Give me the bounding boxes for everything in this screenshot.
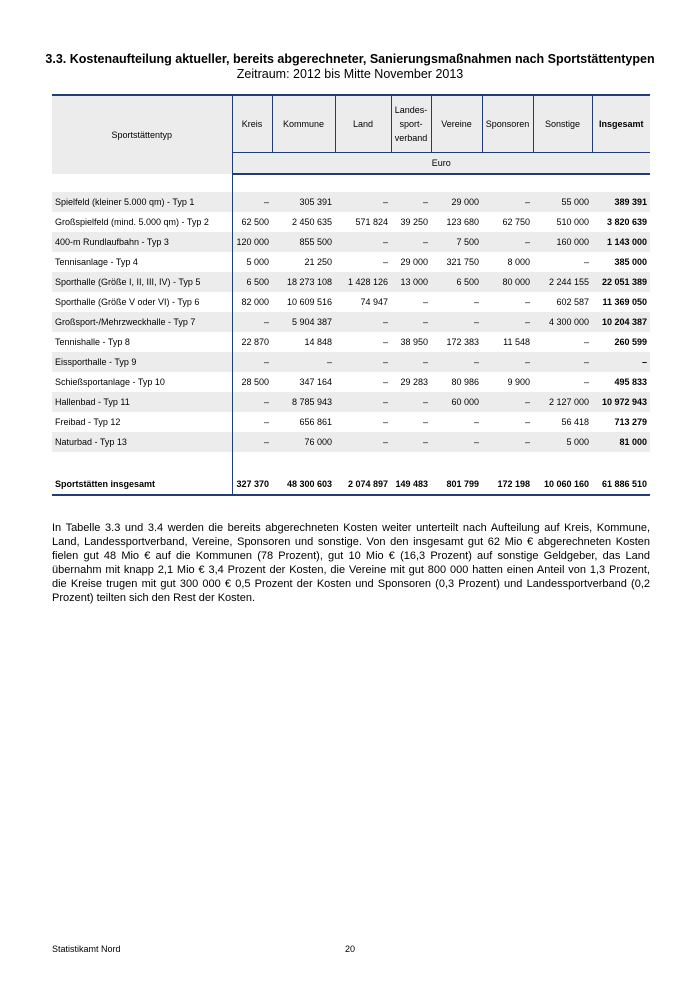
cell: – bbox=[482, 312, 533, 332]
cell: 28 500 bbox=[241, 377, 269, 387]
cell: 510 000 bbox=[556, 217, 589, 227]
row-total-cell: – bbox=[592, 352, 650, 372]
cell: 7 500 bbox=[431, 232, 482, 252]
table-row bbox=[52, 272, 650, 292]
row-label: Hallenbad - Typ 11 bbox=[52, 392, 232, 412]
cell: – bbox=[524, 417, 530, 427]
cell: – bbox=[263, 417, 269, 427]
body-paragraph: In Tabelle 3.3 und 3.4 werden die bereits abgerechneten Kosten weiter unterteilt nach Aufteilung auf Kreis, Kommune, Land, Landessportverband, Vereine, Sponsoren und sonstige. Von den insgesamt gut 62 Mio € abgerechneten Kosten fielen gut 48 Mio € auf die Kommunen (78 Prozent), gut 10 Mio € (16,3 Prozent) auf sonstige Geldgeber, das Land übernahm mit knapp 2,1 Mio € 3,4 Prozent der Kosten, die Vereine mit gut 800 000 hatten einen Anteil von 1,3 Prozent, die Kreise trugen mit gut 300 000 € 0,5 Prozent der Kosten und Sponsoren (0,3 Prozent) und Landessportverband (0,2 Prozent) teilten sich den Rest der Kosten. bbox=[52, 522, 650, 604]
cell: – bbox=[335, 392, 391, 412]
cell: 80 000 bbox=[482, 272, 533, 292]
row-total-cell: 1 143 000 bbox=[592, 232, 650, 252]
cell: – bbox=[232, 192, 272, 212]
table-row bbox=[52, 312, 650, 332]
cell: 21 250 bbox=[304, 257, 332, 267]
cell: – bbox=[583, 337, 589, 347]
cell: 4 300 000 bbox=[533, 312, 592, 332]
page-number: 20 bbox=[345, 944, 356, 954]
col-header-insgesamt: Insgesamt bbox=[592, 95, 650, 153]
cell: – bbox=[335, 312, 391, 332]
cell: – bbox=[533, 352, 592, 372]
cell: 8 785 943 bbox=[272, 392, 335, 412]
row-label: Tennisanlage - Typ 4 bbox=[52, 252, 232, 272]
cell: 6 500 bbox=[232, 272, 272, 292]
row-total-cell: 389 391 bbox=[592, 192, 650, 212]
row-total-cell: 3 820 639 bbox=[606, 217, 647, 227]
cell: 172 383 bbox=[446, 337, 479, 347]
cell: – bbox=[382, 377, 388, 387]
unit-label: Euro bbox=[232, 153, 650, 175]
cell: – bbox=[473, 297, 479, 307]
cell: 29 000 bbox=[400, 257, 428, 267]
row-label: Naturbad - Typ 13 bbox=[52, 432, 232, 452]
cell: 76 000 bbox=[272, 432, 335, 452]
row-total-cell: 10 204 387 bbox=[592, 312, 650, 332]
cell: 5 000 bbox=[246, 257, 269, 267]
cell: 62 500 bbox=[241, 217, 269, 227]
row-label: Schießsportanlage - Typ 10 bbox=[52, 372, 232, 392]
cell: – bbox=[335, 232, 391, 252]
col-header-vereine: Vereine bbox=[431, 95, 482, 153]
total-cell: 172 198 bbox=[482, 474, 533, 495]
total-cell: 61 886 510 bbox=[592, 474, 650, 495]
row-total-cell: 11 369 050 bbox=[602, 297, 647, 307]
total-row bbox=[52, 474, 650, 495]
cell: – bbox=[232, 352, 272, 372]
table-row bbox=[52, 292, 650, 312]
table-row bbox=[52, 372, 650, 392]
spacer-row bbox=[52, 452, 650, 474]
total-cell: 327 370 bbox=[232, 474, 272, 495]
total-cell: 10 060 160 bbox=[533, 474, 592, 495]
cell: 55 000 bbox=[533, 192, 592, 212]
cell: – bbox=[382, 257, 388, 267]
col-header-sonstige: Sonstige bbox=[533, 95, 592, 153]
cell: – bbox=[482, 432, 533, 452]
cell: – bbox=[422, 297, 428, 307]
table-row bbox=[52, 432, 650, 452]
cell: 11 548 bbox=[503, 337, 530, 347]
cell: – bbox=[232, 312, 272, 332]
cell: – bbox=[391, 192, 431, 212]
row-label: Großspielfeld (mind. 5.000 qm) - Typ 2 bbox=[52, 212, 232, 232]
cell: 82 000 bbox=[241, 297, 269, 307]
row-label: Tennishalle - Typ 8 bbox=[52, 332, 232, 352]
col-header-sponsoren: Sponsoren bbox=[482, 95, 533, 153]
cell: 13 000 bbox=[391, 272, 431, 292]
table-row bbox=[52, 412, 650, 432]
cell: 10 609 516 bbox=[286, 297, 332, 307]
cell: – bbox=[482, 232, 533, 252]
cell: – bbox=[482, 352, 533, 372]
cell: 1 428 126 bbox=[335, 272, 391, 292]
cell: 120 000 bbox=[232, 232, 272, 252]
row-total-cell: 81 000 bbox=[592, 432, 650, 452]
cell: 123 680 bbox=[446, 217, 479, 227]
cell: – bbox=[482, 192, 533, 212]
col-header-landessportverband: Landes- sport- verband bbox=[391, 95, 431, 153]
cell: 305 391 bbox=[272, 192, 335, 212]
cell: – bbox=[382, 417, 388, 427]
cell: – bbox=[583, 377, 589, 387]
cell: 60 000 bbox=[431, 392, 482, 412]
cell: – bbox=[391, 352, 431, 372]
cell: 347 164 bbox=[299, 377, 332, 387]
row-label: Großsport-/Mehrzweckhalle - Typ 7 bbox=[52, 312, 232, 332]
table-title: 3.3. Kostenaufteilung aktueller, bereits abgerechneter, Sanierungsmaßnahmen nach Sportstättentypen bbox=[45, 52, 655, 66]
row-total-cell: 10 972 943 bbox=[592, 392, 650, 412]
table-body bbox=[52, 174, 650, 495]
cell: 38 950 bbox=[400, 337, 428, 347]
cell: – bbox=[583, 257, 589, 267]
cell: – bbox=[272, 352, 335, 372]
cell: – bbox=[391, 392, 431, 412]
cell: – bbox=[382, 337, 388, 347]
cell: – bbox=[232, 432, 272, 452]
col-header-kommune: Kommune bbox=[272, 95, 335, 153]
cell: 2 127 000 bbox=[533, 392, 592, 412]
cell: – bbox=[422, 417, 428, 427]
cell: – bbox=[391, 232, 431, 252]
table-row bbox=[52, 352, 650, 372]
table-row bbox=[52, 392, 650, 412]
cell: – bbox=[524, 297, 530, 307]
total-label: Sportstätten insgesamt bbox=[52, 474, 232, 495]
table-header-row bbox=[52, 95, 650, 153]
cost-table bbox=[52, 94, 650, 496]
cell: 6 500 bbox=[431, 272, 482, 292]
cell: 571 824 bbox=[355, 217, 388, 227]
cell: 62 750 bbox=[502, 217, 530, 227]
cell: – bbox=[482, 392, 533, 412]
total-cell: 149 483 bbox=[391, 474, 431, 495]
cell: – bbox=[232, 392, 272, 412]
cell: – bbox=[431, 352, 482, 372]
cell: 56 418 bbox=[561, 417, 589, 427]
row-total-cell: 260 599 bbox=[614, 337, 647, 347]
table-row bbox=[52, 332, 650, 352]
row-label: 400-m Rundlaufbahn - Typ 3 bbox=[52, 232, 232, 252]
cell: 8 000 bbox=[507, 257, 530, 267]
footer-publisher: Statistikamt Nord bbox=[52, 944, 121, 954]
cell: 9 900 bbox=[507, 377, 530, 387]
cell: 5 904 387 bbox=[272, 312, 335, 332]
cell: – bbox=[335, 192, 391, 212]
cell: 5 000 bbox=[533, 432, 592, 452]
row-total-cell: 22 051 389 bbox=[592, 272, 650, 292]
cell: 22 870 bbox=[241, 337, 269, 347]
cell: 2 244 155 bbox=[533, 272, 592, 292]
cell: 80 986 bbox=[451, 377, 479, 387]
cell: 74 947 bbox=[360, 297, 388, 307]
cell: 29 000 bbox=[431, 192, 482, 212]
row-label: Sporthalle (Größe I, II, III, IV) - Typ 5 bbox=[52, 272, 232, 292]
cell: – bbox=[431, 312, 482, 332]
cell: – bbox=[391, 312, 431, 332]
cell: 602 587 bbox=[556, 297, 589, 307]
cell: – bbox=[391, 432, 431, 452]
table-row bbox=[52, 212, 650, 232]
spacer-row bbox=[52, 174, 650, 192]
row-label: Spielfeld (kleiner 5.000 qm) - Typ 1 bbox=[52, 192, 232, 212]
row-total-cell: 385 000 bbox=[614, 257, 647, 267]
row-label: Freibad - Typ 12 bbox=[52, 412, 232, 432]
cell: 18 273 108 bbox=[272, 272, 335, 292]
cell: 855 500 bbox=[272, 232, 335, 252]
total-cell: 801 799 bbox=[431, 474, 482, 495]
cell: – bbox=[431, 432, 482, 452]
cell: 2 450 635 bbox=[291, 217, 332, 227]
col-header-land: Land bbox=[335, 95, 391, 153]
cell: 321 750 bbox=[446, 257, 479, 267]
col-label-header: Sportstättentyp bbox=[52, 95, 232, 174]
row-total-cell: 713 279 bbox=[614, 417, 647, 427]
table-row bbox=[52, 252, 650, 272]
cell: 656 861 bbox=[299, 417, 332, 427]
cell: – bbox=[335, 432, 391, 452]
cell: – bbox=[473, 417, 479, 427]
col-header-kreis: Kreis bbox=[232, 95, 272, 153]
total-cell: 2 074 897 bbox=[335, 474, 391, 495]
cell: 14 848 bbox=[304, 337, 332, 347]
cell: – bbox=[335, 352, 391, 372]
cell: 160 000 bbox=[533, 232, 592, 252]
total-cell: 48 300 603 bbox=[272, 474, 335, 495]
table-row bbox=[52, 232, 650, 252]
cell: 29 283 bbox=[400, 377, 428, 387]
cell: 39 250 bbox=[400, 217, 428, 227]
row-total-cell: 495 833 bbox=[614, 377, 647, 387]
row-label: Sporthalle (Größe V oder VI) - Typ 6 bbox=[52, 292, 232, 312]
row-label: Eissporthalle - Typ 9 bbox=[52, 352, 232, 372]
table-subtitle: Zeitraum: 2012 bis Mitte November 2013 bbox=[236, 67, 464, 81]
table-row bbox=[52, 192, 650, 212]
